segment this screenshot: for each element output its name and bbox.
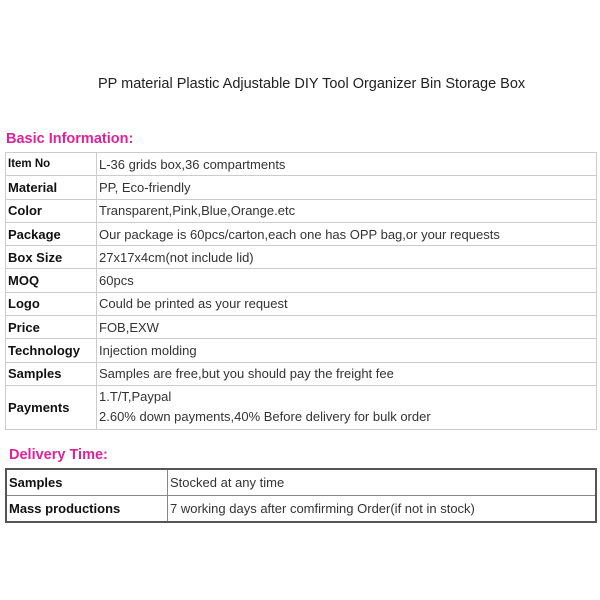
row-value: L-36 grids box,36 compartments — [97, 153, 597, 176]
table-row — [6, 246, 597, 269]
row-label: Item No — [6, 153, 97, 176]
page-title: PP material Plastic Adjustable DIY Tool Organizer Bin Storage Box — [98, 76, 526, 92]
row-label: Samples — [6, 362, 97, 385]
table-row — [6, 316, 597, 339]
row-value: 27x17x4cm(not include lid) — [97, 246, 597, 269]
row-label: Mass productions — [6, 496, 168, 523]
row-label: Package — [6, 222, 97, 245]
basic-information-table — [5, 152, 597, 430]
row-value — [97, 385, 597, 429]
row-label: Payments — [6, 385, 97, 429]
row-label: Technology — [6, 339, 97, 362]
row-value: PP, Eco-friendly — [97, 176, 597, 199]
table-row — [6, 269, 597, 292]
table-row — [6, 199, 597, 222]
basic-information-heading: Basic Information: — [6, 131, 134, 147]
row-label: Samples — [6, 469, 168, 496]
row-value: 7 working days after comfirming Order(if not in stock) — [168, 496, 597, 523]
row-label: MOQ — [6, 269, 97, 292]
row-label: Color — [6, 199, 97, 222]
payment-line-2: 2.60% down payments,40% Before delivery for bulk order — [99, 409, 431, 425]
table-row — [6, 469, 596, 496]
delivery-time-table — [5, 468, 597, 523]
row-value: Our package is 60pcs/carton,each one has OPP bag,or your requests — [97, 222, 597, 245]
table-row — [6, 362, 597, 385]
row-label: Box Size — [6, 246, 97, 269]
row-value: FOB,EXW — [97, 316, 597, 339]
table-row — [6, 153, 597, 176]
table-row — [6, 496, 596, 523]
table-row — [6, 292, 597, 315]
table-row — [6, 385, 597, 429]
row-value: Could be printed as your request — [97, 292, 597, 315]
row-value: Samples are free,but you should pay the freight fee — [97, 362, 597, 385]
table-row — [6, 176, 597, 199]
row-value: Transparent,Pink,Blue,Orange.etc — [97, 199, 597, 222]
row-label: Price — [6, 316, 97, 339]
payment-line-1: 1.T/T,Paypal — [99, 389, 172, 405]
row-label: Material — [6, 176, 97, 199]
table-row — [6, 222, 597, 245]
delivery-time-heading: Delivery Time: — [9, 447, 108, 463]
row-value: Injection molding — [97, 339, 597, 362]
row-value: 60pcs — [97, 269, 597, 292]
row-label: Logo — [6, 292, 97, 315]
table-row — [6, 339, 597, 362]
row-value: Stocked at any time — [168, 469, 597, 496]
